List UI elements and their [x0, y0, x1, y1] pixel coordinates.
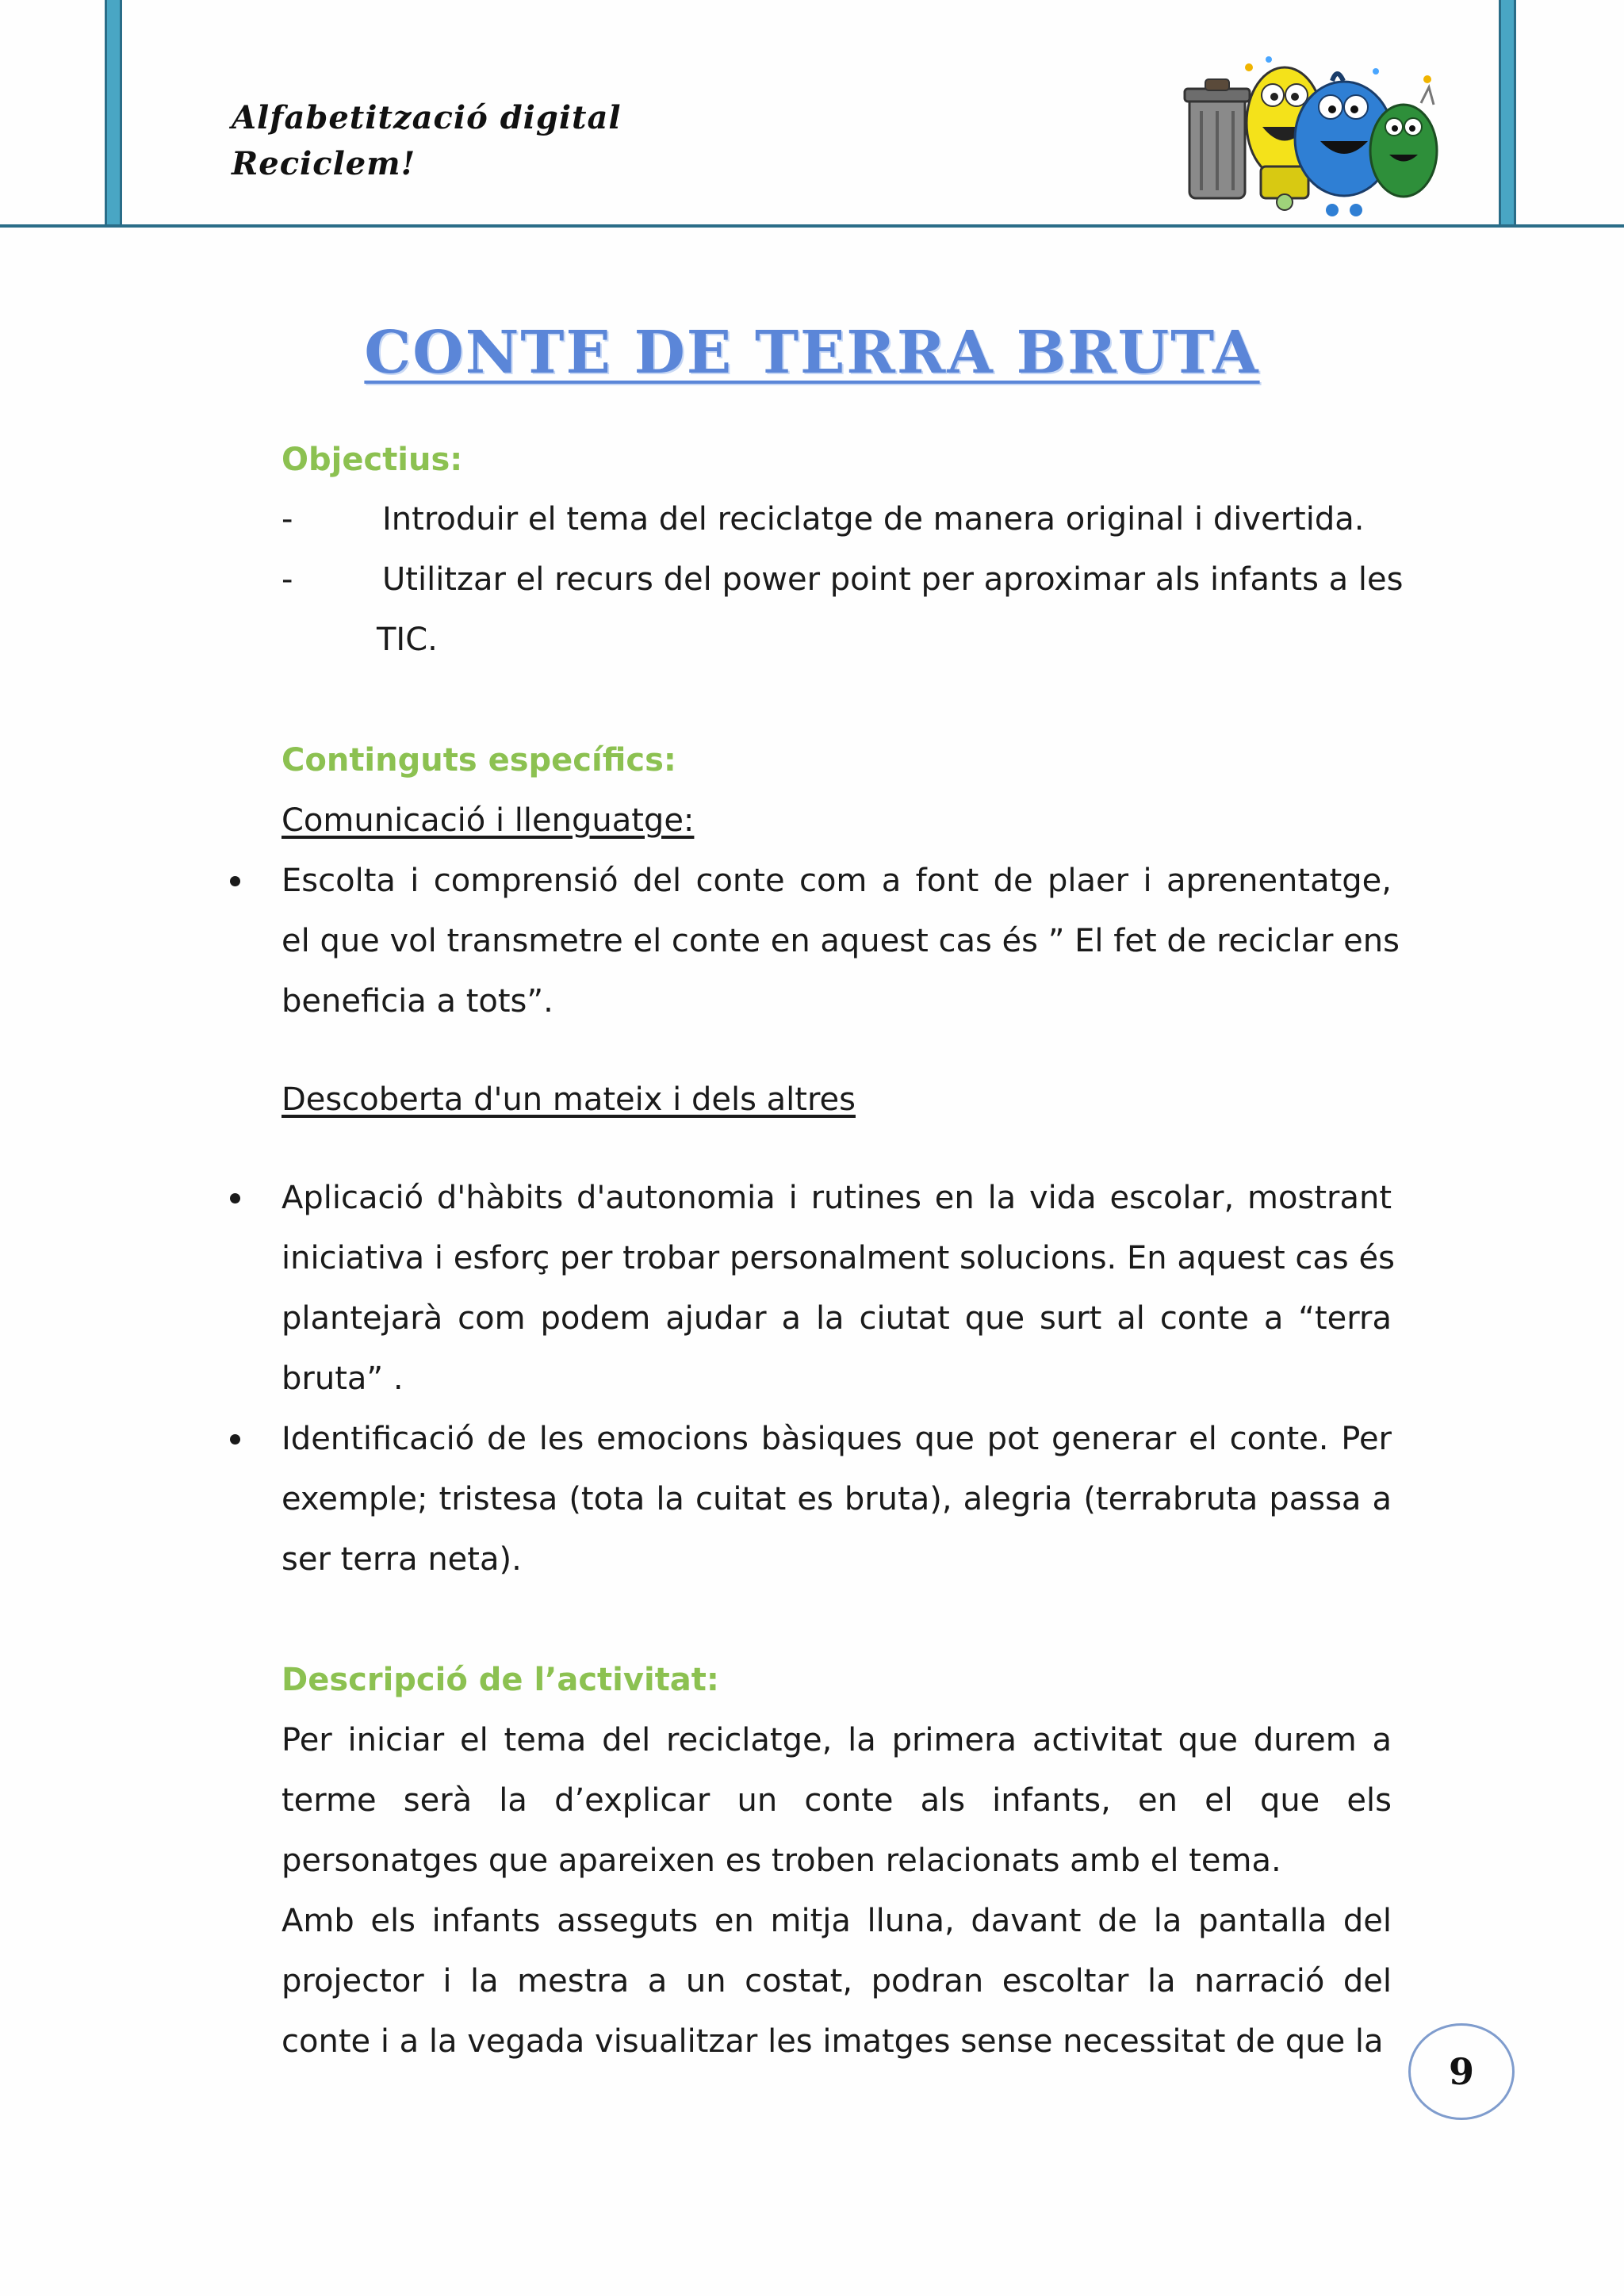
objective-item-1: Introduir el tema del reciclatge de manera original i divertida.: [382, 501, 1365, 538]
grey-bin-icon: [1185, 79, 1250, 198]
description-line-6: conte i a la vegada visualitzar les imatges sense necessitat de que la: [282, 2023, 1384, 2060]
contents-subheading-2: Descoberta d'un mateix i dels altres: [282, 1081, 856, 1118]
contents-subheading-1: Comunicació i llenguatge:: [282, 802, 695, 839]
description-line-5: projector i la mestra a un costat, podran escoltar la narració del: [282, 1963, 1392, 1999]
header-left-bar: [105, 0, 122, 227]
contents-bullet-3-line-1: Identificació de les emocions bàsiques que pot generar el conte. Per: [282, 1421, 1392, 1457]
contents-bullet-2-line-4: bruta” .: [282, 1360, 404, 1397]
header-line-2: Reciclem!: [232, 145, 416, 182]
objective-item-2-cont: TIC.: [377, 622, 438, 658]
contents-bullet-2-line-1: Aplicació d'hàbits d'autonomia i rutines en la vida escolar, mostrant: [282, 1180, 1392, 1216]
document-title: CONTE DE TERRA BRUTA: [364, 319, 1260, 387]
contents-bullet-1-line-1: Escolta i comprensió del conte com a font de plaer i aprenentatge,: [282, 863, 1392, 899]
header-line-1: Alfabetització digital: [232, 99, 622, 136]
header-right-bar: [1499, 0, 1516, 227]
objectives-heading: Objectius:: [282, 442, 463, 478]
contents-bullet-1-line-2: el que vol transmetre el conte en aquest cas és ” El fet de reciclar ens: [282, 923, 1400, 959]
description-line-1: Per iniciar el tema del reciclatge, la primera activitat que durem a: [282, 1722, 1392, 1758]
bullet-marker: [230, 1193, 240, 1203]
description-heading: Descripció de l’activitat:: [282, 1662, 719, 1698]
header-text: [232, 95, 622, 187]
recycling-bins-illustration: [1174, 48, 1451, 226]
contents-bullet-2-line-3: plantejarà com podem ajudar a la ciutat que surt al conte a “terra: [282, 1300, 1392, 1337]
page-number: 9: [1408, 2023, 1515, 2120]
contents-bullet-3-line-3: ser terra neta).: [282, 1541, 522, 1578]
bullet-marker: [230, 876, 240, 886]
description-line-4: Amb els infants asseguts en mitja lluna, davant de la pantalla del: [282, 1903, 1392, 1939]
contents-heading: Continguts específics:: [282, 742, 676, 779]
bullet-marker: [230, 1434, 240, 1445]
contents-bullet-2-line-2: iniciativa i esforç per trobar personalment solucions. En aquest cas és: [282, 1240, 1395, 1276]
contents-bullet-1-line-3: beneficia a tots”.: [282, 983, 553, 1020]
dash-marker: -: [282, 561, 293, 598]
contents-bullet-3-line-2: exemple; tristesa (tota la cuitat es bruta), alegria (terrabruta passa a: [282, 1481, 1392, 1517]
objective-item-2: Utilitzar el recurs del power point per aproximar als infants a les: [382, 561, 1404, 598]
description-line-3: personatges que apareixen es troben relacionats amb el tema.: [282, 1843, 1281, 1879]
dash-marker: -: [282, 501, 293, 538]
description-line-2: terme serà la d’explicar un conte als infants, en el que els: [282, 1782, 1392, 1819]
